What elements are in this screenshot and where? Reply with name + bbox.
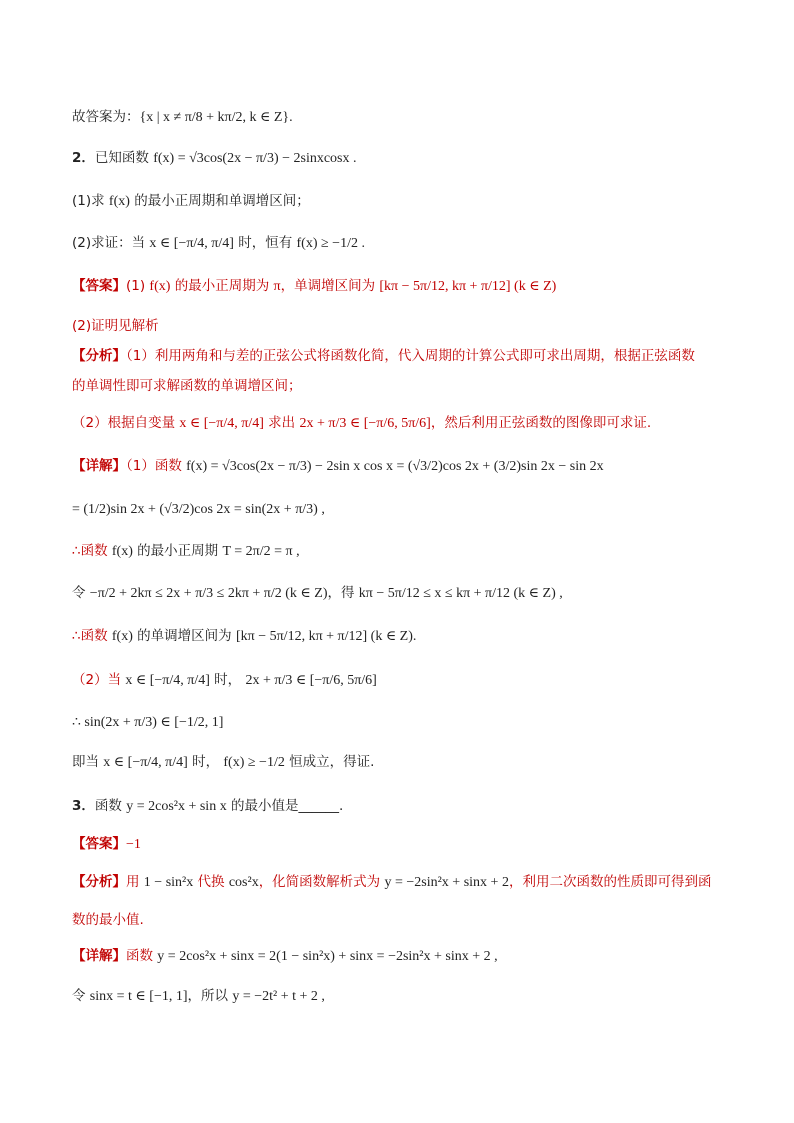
text-segment: cos²x — [228, 875, 259, 890]
text-line-l10 — [72, 456, 604, 477]
text-segment: [kπ − 5π/12, kπ + π/12] (k ∈ Z) — [379, 279, 557, 294]
text-line-l04 — [72, 233, 365, 254]
text-segment: y = −2sin²x + sinx + 2 — [384, 875, 509, 890]
text-segment: 的单调增区间为 — [132, 628, 236, 644]
text-segment: 函数 — [80, 628, 112, 644]
text-segment: x ∈ [−π/4, π/4] — [103, 755, 188, 770]
text-segment: f(x) = √3cos(2x − π/3) − 2sinxcosx . — [153, 151, 357, 166]
text-segment: （2）根据自变量 — [72, 415, 180, 431]
text-segment: （2）当 — [72, 672, 126, 688]
text-segment: f(x) ≥ −1/2 . — [296, 236, 365, 251]
text-segment: ，得 — [327, 585, 359, 601]
text-segment: 【答案】 — [72, 278, 126, 294]
text-line-l23 — [72, 986, 325, 1007]
text-segment: (1) — [126, 278, 150, 294]
text-segment: f(x) — [149, 279, 171, 294]
text-segment: ，所以 — [187, 988, 233, 1004]
text-segment: f(x) — [108, 194, 130, 209]
text-line-l16 — [72, 712, 223, 733]
text-segment: sinx = t ∈ [−1, 1] — [89, 989, 188, 1004]
text-segment: 的最小正周期和单调增区间； — [129, 193, 310, 209]
text-segment: 1 − sin²x — [143, 875, 194, 890]
text-line-l03 — [72, 191, 310, 212]
text-segment: ，然后利用正弦函数的图像即可求证. — [430, 415, 652, 431]
text-segment: 已知函数 — [94, 150, 154, 166]
text-line-l22 — [72, 946, 498, 967]
text-segment: 的最小正周期 — [132, 543, 223, 559]
text-segment: f(x) ≥ −1/2 — [223, 755, 285, 770]
text-segment: f(x) — [111, 629, 133, 644]
text-segment: −π/2 + 2kπ ≤ 2x + π/3 ≤ 2kπ + π/2 (k ∈ Z) — [89, 586, 328, 601]
text-segment: f(x) = √3cos(2x − π/3) − 2sin x cos x = (√3/2)cos 2x + (3/2)sin 2x − sin 2x — [186, 459, 604, 474]
text-segment: 【详解】 — [72, 458, 126, 474]
text-segment: x ∈ [−π/4, π/4] — [125, 673, 210, 688]
text-line-l06 — [72, 316, 159, 336]
text-segment: 【分析】 — [72, 874, 126, 890]
text-line-l12 — [72, 541, 300, 562]
text-segment: 【分析】 — [72, 348, 126, 364]
text-line-l21 — [72, 910, 144, 930]
text-segment: = (1/2)sin 2x + (√3/2)cos 2x = sin(2x + π/3) , — [72, 502, 325, 517]
text-segment: 求出 — [263, 415, 300, 431]
text-segment: 故答案为： — [72, 109, 140, 125]
text-segment: x ∈ [−π/4, π/4] — [179, 416, 264, 431]
text-segment: ∴ sin(2x + π/3) ∈ [−1/2, 1] — [72, 715, 224, 730]
text-segment: x ∈ [−π/4, π/4] — [149, 236, 234, 251]
text-segment: [kπ − 5π/12, kπ + π/12] (k ∈ Z). — [235, 629, 417, 644]
text-segment: 时， — [209, 672, 246, 688]
text-segment: 数的最小值. — [72, 912, 144, 928]
text-segment: 的单调性即可求解函数的单调增区间； — [72, 378, 302, 394]
text-line-l05 — [72, 276, 556, 297]
text-segment: kπ − 5π/12 ≤ x ≤ kπ + π/12 (k ∈ Z) , — [358, 586, 563, 601]
text-line-l17 — [72, 752, 374, 773]
text-line-l08 — [72, 376, 302, 396]
text-segment: ，单调增区间为 — [280, 278, 380, 294]
text-segment: 用 — [126, 874, 144, 890]
text-segment: 【答案】 — [72, 836, 126, 852]
text-segment: 时， — [187, 754, 224, 770]
text-segment: 2x + π/3 ∈ [−π/6, 5π/6] — [245, 673, 377, 688]
text-segment: 2x + π/3 ∈ [−π/6, 5π/6] — [299, 416, 431, 431]
text-segment: T = 2π/2 = π , — [222, 544, 300, 559]
text-segment: 3． — [72, 798, 95, 814]
text-segment: 函数 — [126, 948, 158, 964]
text-segment: 代换 — [193, 874, 229, 890]
text-segment: y = −2t² + t + 2 , — [232, 989, 325, 1004]
text-line-l19 — [72, 834, 141, 855]
text-line-l13 — [72, 583, 563, 604]
text-line-l18 — [72, 796, 343, 817]
text-segment: 即当 — [72, 754, 104, 770]
text-segment: ∴ — [72, 543, 81, 559]
text-segment: f(x) — [111, 544, 133, 559]
text-segment: 令 — [72, 585, 90, 601]
text-segment: 【详解】 — [72, 948, 126, 964]
text-line-l07 — [72, 346, 695, 366]
text-segment: (1)求 — [72, 193, 109, 209]
text-segment: （1）函数 — [126, 458, 187, 474]
text-segment: （1）利用两角和与差的正弦公式将函数化简，代入周期的计算公式即可求出周期，根据正弦函数 — [126, 348, 695, 364]
text-segment: 恒成立，得证. — [284, 754, 375, 770]
text-line-l11 — [72, 499, 325, 520]
text-segment: (2)求证：当 — [72, 235, 150, 251]
text-line-l20 — [72, 872, 711, 893]
text-segment: ∴ — [72, 628, 81, 644]
text-segment: ，化简函数解析式为 — [258, 874, 385, 890]
text-line-l01 — [72, 107, 293, 128]
text-segment: 函数 — [94, 798, 127, 814]
text-segment: 的最小正周期为 — [170, 278, 274, 294]
text-line-l15 — [72, 670, 377, 691]
text-segment: 函数 — [80, 543, 112, 559]
text-line-l14 — [72, 626, 416, 647]
text-segment: 2． — [72, 150, 95, 166]
text-segment: ，利用二次函数的性质即可得到函 — [508, 874, 712, 890]
text-segment: π — [273, 279, 281, 294]
text-segment: {x | x ≠ π/8 + kπ/2, k ∈ Z}. — [139, 110, 293, 125]
text-line-l09 — [72, 413, 651, 434]
text-segment: 时，恒有 — [233, 235, 297, 251]
text-segment: 的最小值是______. — [226, 798, 344, 814]
text-segment: (2)证明见解析 — [72, 318, 159, 334]
text-segment: y = 2cos²x + sinx = 2(1 − sin²x) + sinx = −2sin²x + sinx + 2 , — [157, 949, 498, 964]
text-segment: y = 2cos²x + sin x — [126, 799, 227, 814]
text-segment: 令 — [72, 988, 90, 1004]
text-segment: −1 — [126, 837, 141, 852]
text-line-l02 — [72, 148, 357, 169]
